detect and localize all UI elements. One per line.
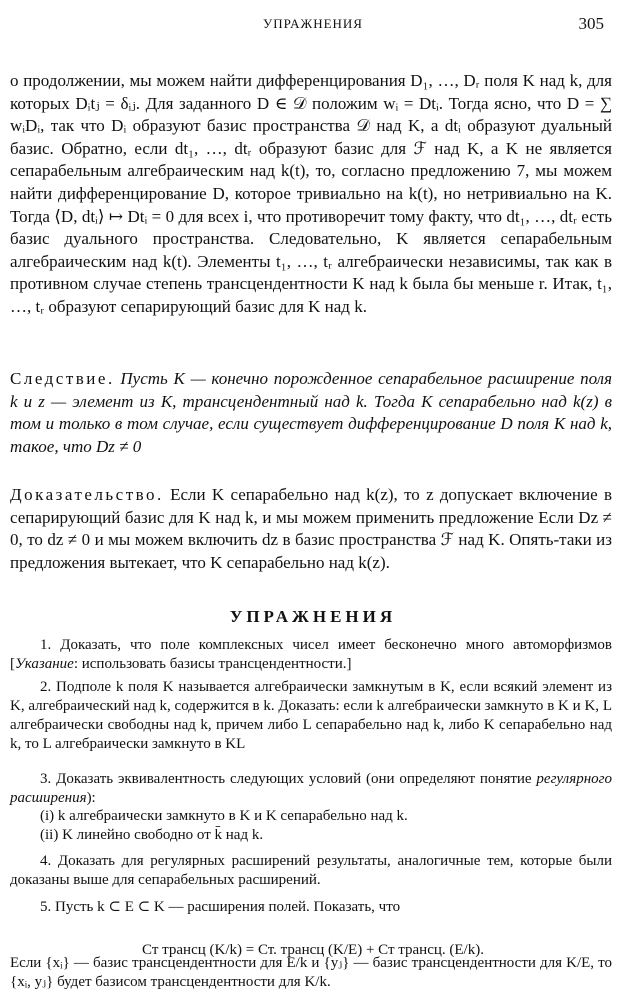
corollary-label: Следствие. [10, 369, 115, 388]
exercise-1-text-b: : использовать базисы трансцендентности.] [73, 656, 352, 672]
exercise-3-items [10, 807, 612, 845]
exercise-2: 2. Подполе k поля K называется алгебраически замкнутым в K, если всякий элемент из K, алгебраический над k, содержится в k. Доказать: если k алгебраически замкнуто в K и K, L алгебраически свободны над k, причем либо L сепарабельно над k, либо K сепарабельно над k, то L алгебраически замкнуто в KL [10, 679, 612, 752]
exercise-3-item-i: (i) k алгебраически замкнуто в K и K сепарабельно над k. [40, 808, 408, 824]
exercise-1 [10, 636, 612, 674]
exercise-3 [10, 770, 612, 808]
page-number: 305 [578, 14, 604, 33]
proof-label: Доказательство. [10, 485, 164, 504]
proof-text: Если K сепарабельно над k(z), то z допускает включение в сепарирующий базис для K над k, и мы можем применить предложение Если Dz ≠ 0, то dz ≠ 0 и мы можем включить dz в базис пространства ℱ над K. Опять-таки из предложения вытекает, что K сепарабельно над k(z). [10, 485, 612, 572]
exercise-3-text-a: 3. Доказать эквивалентность следующих условий (они определяют понятие [40, 771, 537, 787]
exercise-5: 5. Пусть k ⊂ E ⊂ K — расширения полей. Показать, что [40, 899, 401, 915]
running-header [0, 12, 626, 36]
exercise-1-text-a: 1. Доказать, что поле комплексных чисел имеет бесконечно много автоморфизмов [ [10, 637, 612, 672]
corollary [10, 368, 612, 458]
corollary-text: Пусть K — конечно порожденное сепарабельное расширение поля k и z — элемент из K, трансцендентный над k. Тогда K сепарабельно над k(z) в том и только в том случае, если существует дифференцирование D поля K над k, такое, что Dz ≠ 0 [10, 369, 612, 456]
exercise-3-text-b: ): [86, 790, 96, 806]
exercise-5-conclusion: Если {xᵢ} — базис трансцендентности для E/k и {yⱼ} — базис трансцендентности для K/E, то {xᵢ, yⱼ} будет базисом трансцендентности для K/k. [10, 955, 612, 990]
exercise-4: 4. Доказать для регулярных расширений результаты, аналогичные тем, которые были доказаны выше для сепарабельных расширений. [10, 853, 612, 888]
proof [10, 484, 612, 574]
exercise-3-term: регулярного расширения [10, 771, 612, 806]
running-title: УПРАЖНЕНИЯ [263, 16, 363, 31]
exercises-heading: УПРАЖНЕНИЯ [229, 607, 397, 626]
paragraph-proof-continuation: о продолжении, мы можем найти дифференцирования D₁, …, Dᵣ поля K над k, для которых Dᵢtⱼ = δᵢⱼ. Для заданного D ∈ 𝒟 положим wᵢ = Dtᵢ. Тогда ясно, что D = ∑ wᵢDᵢ, так что Dᵢ образуют базис пространства 𝒟 над K, а dtᵢ образуют дуальный базис. Обратно, если dt₁, …, dtᵣ образуют базис для ℱ над K, а K не является сепарабельным алгебраическим над k(t), то, согласно предложению 7, мы можем найти дифференцирование D, которое тривиально на k(t), но нетривиально на K. Тогда ⟨D, dtᵢ⟩ ↦ Dtᵢ = 0 для всех i, что противоречит тому факту, что dt₁, …, dtᵣ есть базис дуального пространства. Следовательно, K является сепарабельным алгебраическим над k(t). Элементы t₁, …, tᵣ алгебраически независимы, так как в противном случае степень трансцендентности K над k была бы меньше r. Итак, t₁, …, tᵣ образуют сепарирующий базис для K над k. [10, 71, 612, 316]
exercise-3-item-ii: (ii) K линейно свободно от k̄ над k. [40, 827, 264, 843]
exercise-1-hint: Указание [15, 656, 74, 672]
transcendence-degree-formula: Ст трансц (K/k) = Ст. трансц (K/E) + Ст трансц. (E/k). [142, 942, 484, 958]
